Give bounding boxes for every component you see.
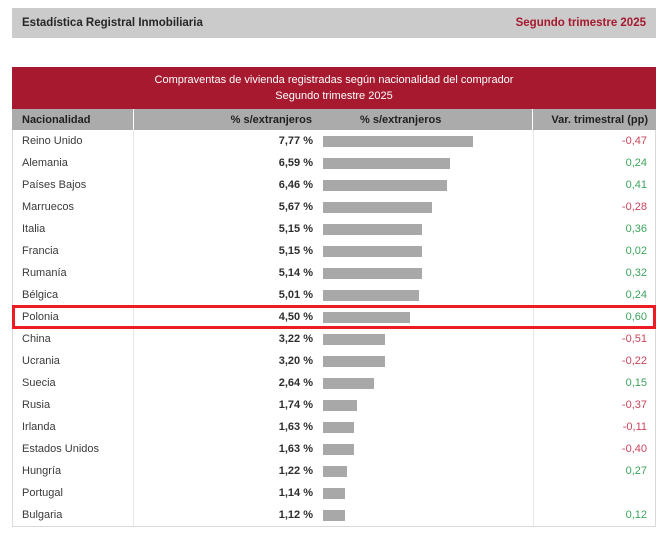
- country-label: Bélgica: [13, 284, 134, 306]
- table-row: [13, 130, 655, 152]
- pct-bar-cell: [319, 224, 533, 235]
- header-nationality: Nacionalidad: [22, 113, 91, 126]
- country-label: Rusia: [13, 394, 134, 416]
- table-row: [13, 438, 655, 460]
- pct-bar-cell: [319, 158, 533, 169]
- pct-bar: [323, 290, 419, 301]
- country-label: Portugal: [13, 482, 134, 504]
- header-var-trimestral: Var. trimestral (pp): [532, 109, 656, 130]
- pct-bar-cell: [319, 136, 533, 147]
- pct-bar-cell: [319, 312, 533, 323]
- table-title-banner: [12, 67, 656, 109]
- pct-bar: [323, 378, 374, 389]
- var-value: -0,47: [533, 130, 655, 152]
- pct-value: 1,14 %: [278, 487, 313, 499]
- pct-bar-cell: [319, 422, 533, 433]
- pct-value: 2,64 %: [278, 377, 313, 389]
- pct-bar-cell: [319, 444, 533, 455]
- pct-value: 5,15 %: [278, 245, 313, 257]
- country-label: Estados Unidos: [13, 438, 134, 460]
- pct-value: 6,46 %: [278, 179, 313, 191]
- pct-bar: [323, 510, 345, 521]
- pct-bar-cell: [319, 510, 533, 521]
- country-label: China: [13, 328, 134, 350]
- country-label: Alemania: [13, 152, 134, 174]
- var-value: 0,27: [533, 460, 655, 482]
- header-pct-value: % s/extranjeros: [133, 109, 318, 130]
- pct-bar: [323, 334, 385, 345]
- country-label: Suecia: [13, 372, 134, 394]
- pct-value: 5,15 %: [278, 223, 313, 235]
- table-row: [13, 262, 655, 284]
- pct-value: 1,63 %: [278, 443, 313, 455]
- header-pct-bar: % s/extranjeros: [360, 113, 442, 126]
- country-label: Polonia: [13, 306, 134, 328]
- country-label: Francia: [13, 240, 134, 262]
- pct-bar-cell: [319, 246, 533, 257]
- table-row: [13, 174, 655, 196]
- table-row: [13, 394, 655, 416]
- country-label: Bulgaria: [13, 504, 134, 526]
- country-label: Marruecos: [13, 196, 134, 218]
- table-row: [13, 460, 655, 482]
- table-row: [13, 284, 655, 306]
- pct-value: 5,01 %: [278, 289, 313, 301]
- pct-bar: [323, 356, 385, 367]
- pct-value: 3,20 %: [278, 355, 313, 367]
- var-value: -0,28: [533, 196, 655, 218]
- table-row: [13, 196, 655, 218]
- pct-bar: [323, 202, 432, 213]
- table-row: [13, 372, 655, 394]
- pct-bar: [323, 158, 450, 169]
- var-value: [533, 482, 655, 504]
- pct-bar: [323, 312, 410, 323]
- table-row: [13, 482, 655, 504]
- pct-bar: [323, 400, 357, 411]
- country-label: Países Bajos: [13, 174, 134, 196]
- pct-value: 7,77 %: [278, 135, 313, 147]
- country-label: Reino Unido: [13, 130, 134, 152]
- document-period: Segundo trimestre 2025: [515, 17, 646, 29]
- pct-value: 3,22 %: [278, 333, 313, 345]
- table-row: [13, 328, 655, 350]
- var-value: 0,24: [533, 152, 655, 174]
- pct-value: 1,12 %: [278, 509, 313, 521]
- var-value: -0,11: [533, 416, 655, 438]
- var-value: -0,40: [533, 438, 655, 460]
- var-value: -0,51: [533, 328, 655, 350]
- var-value: 0,41: [533, 174, 655, 196]
- table-row: [13, 240, 655, 262]
- table-body: [12, 130, 656, 527]
- country-label: Hungría: [13, 460, 134, 482]
- var-value: 0,15: [533, 372, 655, 394]
- country-label: Italia: [13, 218, 134, 240]
- pct-bar-cell: [319, 466, 533, 477]
- pct-bar-cell: [319, 378, 533, 389]
- pct-bar: [323, 246, 422, 257]
- pct-bar-cell: [319, 488, 533, 499]
- table-row: [13, 152, 655, 174]
- table-row: [13, 504, 655, 526]
- pct-bar: [323, 444, 354, 455]
- pct-bar: [323, 180, 447, 191]
- var-value: -0,37: [533, 394, 655, 416]
- country-label: Rumanía: [13, 262, 134, 284]
- pct-value: 1,22 %: [278, 465, 313, 477]
- var-value: 0,24: [533, 284, 655, 306]
- pct-bar: [323, 466, 347, 477]
- pct-bar: [323, 224, 422, 235]
- table-title-line2: Segundo trimestre 2025: [275, 90, 393, 102]
- pct-bar-cell: [319, 268, 533, 279]
- table-title-line1: Compraventas de vivienda registradas según nacionalidad del comprador: [154, 74, 514, 86]
- country-label: Ucrania: [13, 350, 134, 372]
- pct-value: 5,67 %: [278, 201, 313, 213]
- table-header-row: [12, 109, 656, 130]
- pct-bar-cell: [319, 356, 533, 367]
- pct-bar: [323, 136, 473, 147]
- var-value: 0,12: [533, 504, 655, 526]
- document-title: Estadística Registral Inmobiliaria: [22, 17, 203, 29]
- pct-value: 5,14 %: [278, 267, 313, 279]
- var-value: 0,02: [533, 240, 655, 262]
- pct-bar-cell: [319, 290, 533, 301]
- pct-value: 1,63 %: [278, 421, 313, 433]
- pct-value: 4,50 %: [278, 311, 313, 323]
- pct-bar: [323, 268, 422, 279]
- pct-value: 6,59 %: [278, 157, 313, 169]
- country-label: Irlanda: [13, 416, 134, 438]
- pct-bar-cell: [319, 400, 533, 411]
- var-value: -0,22: [533, 350, 655, 372]
- var-value: 0,36: [533, 218, 655, 240]
- var-value: 0,32: [533, 262, 655, 284]
- document-header-bar: [12, 8, 656, 38]
- pct-bar-cell: [319, 202, 533, 213]
- table-row: [13, 306, 655, 328]
- pct-bar-cell: [319, 180, 533, 191]
- table-row: [13, 218, 655, 240]
- var-value: 0,60: [533, 306, 655, 328]
- pct-value: 1,74 %: [278, 399, 313, 411]
- nationality-table: [12, 67, 656, 527]
- table-row: [13, 416, 655, 438]
- table-row: [13, 350, 655, 372]
- pct-bar: [323, 488, 345, 499]
- pct-bar: [323, 422, 354, 433]
- pct-bar-cell: [319, 334, 533, 345]
